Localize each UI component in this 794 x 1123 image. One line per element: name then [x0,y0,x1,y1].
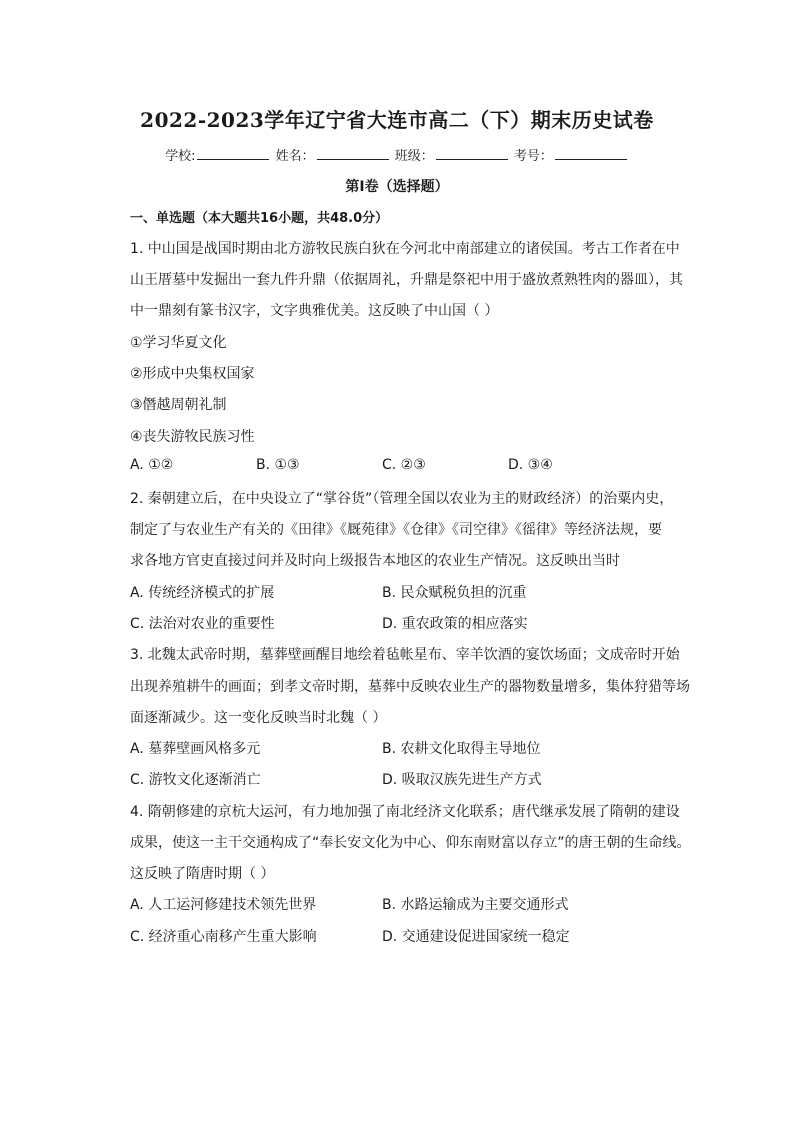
statement-item: ③僭越周朝礼制 [130,397,227,413]
statement-item: ①学习华夏文化 [130,335,227,351]
option-a: A. 墓葬壁画风格多元 [130,741,261,757]
question-line: 制定了与农业生产有关的《田律》《厩苑律》《仓律》《司空律》《徭律》等经济法规，要 [130,522,662,538]
name-label: 姓名： [275,149,315,164]
exam-number-blank [555,147,627,160]
exam-number-label: 考号： [513,149,553,164]
option-c: C. ②③ [382,457,426,473]
option-a: A. 人工运河修建技术领先世界 [130,897,317,913]
question-line: 中一鼎刻有篆书汉字，文字典雅优美。这反映了中山国（ ） [130,303,499,319]
question-line: 山王厝墓中发掘出一套九件升鼎（依据周礼，升鼎是祭祀中用于盛放煮熟牲肉的器皿），其 [130,272,683,288]
exam-title: 2022-2023学年辽宁省大连市高二（下）期末历史试卷 [140,108,654,132]
option-a: A. ①② [130,457,174,473]
option-b: B. 民众赋税负担的沉重 [382,585,527,601]
class-blank [436,147,508,160]
option-d: D. 交通建设促进国家统一稳定 [382,929,570,945]
option-b: B. ①③ [256,457,300,473]
option-d: D. ③④ [508,457,553,473]
option-c: C. 法治对农业的重要性 [130,616,275,632]
option-c: C. 经济重心南移产生重大影响 [130,929,317,945]
question-line: 4. 隋朝修建的京杭大运河，有力地加强了南北经济文化联系；唐代继承发展了隋朝的建设 [130,804,680,820]
question-line: 出现养殖耕牛的画面；到孝文帝时期，墓葬中反映农业生产的器物数量增多，集体狩猎等场 [130,679,690,695]
option-b: B. 水路运输成为主要交通形式 [382,897,569,913]
part-heading: 第Ⅰ卷（选择题） [345,179,449,195]
question-line: 成果，使这一主干交通构成了“奉长安文化为中心、仰东南财富以存立”的唐王朝的生命线。 [130,835,691,851]
question-line: 这反映了隋唐时期（ ） [130,866,275,882]
option-c: C. 游牧文化逐渐消亡 [130,772,261,788]
student-info-line [0,145,794,164]
question-line: 2. 秦朝建立后，在中央设立了“掌谷货”（管理全国以农业为主的财政经济）的治粟内史， [130,491,674,507]
option-a: A. 传统经济模式的扩展 [130,585,275,601]
option-b: B. 农耕文化取得主导地位 [382,741,541,757]
option-d: D. 重农政策的相应落实 [382,616,528,632]
question-line: 求各地方官吏直接过问并及时向上级报告本地区的农业生产情况。这反映出当时 [130,553,620,569]
class-label: 班级： [394,149,434,164]
school-label: 学校: [165,149,196,164]
name-blank [317,147,389,160]
school-blank [197,147,269,160]
statement-item: ④丧失游牧民族习性 [130,429,255,445]
question-line: 面逐渐减少。这一变化反映当时北魏（ ） [130,710,387,726]
option-d: D. 吸取汉族先进生产方式 [382,772,542,788]
statement-item: ②形成中央集权国家 [130,366,255,382]
question-line: 1. 中山国是战国时期由北方游牧民族白狄在今河北中南部建立的诸侯国。考古工作者在中 [130,241,680,257]
section-heading: 一、单选题（本大题共16小题，共48.0分） [130,211,389,226]
question-line: 3. 北魏太武帝时期，墓葬壁画醒目地绘着毡帐星布、宰羊饮酒的宴饮场面；文成帝时开始 [130,647,680,663]
